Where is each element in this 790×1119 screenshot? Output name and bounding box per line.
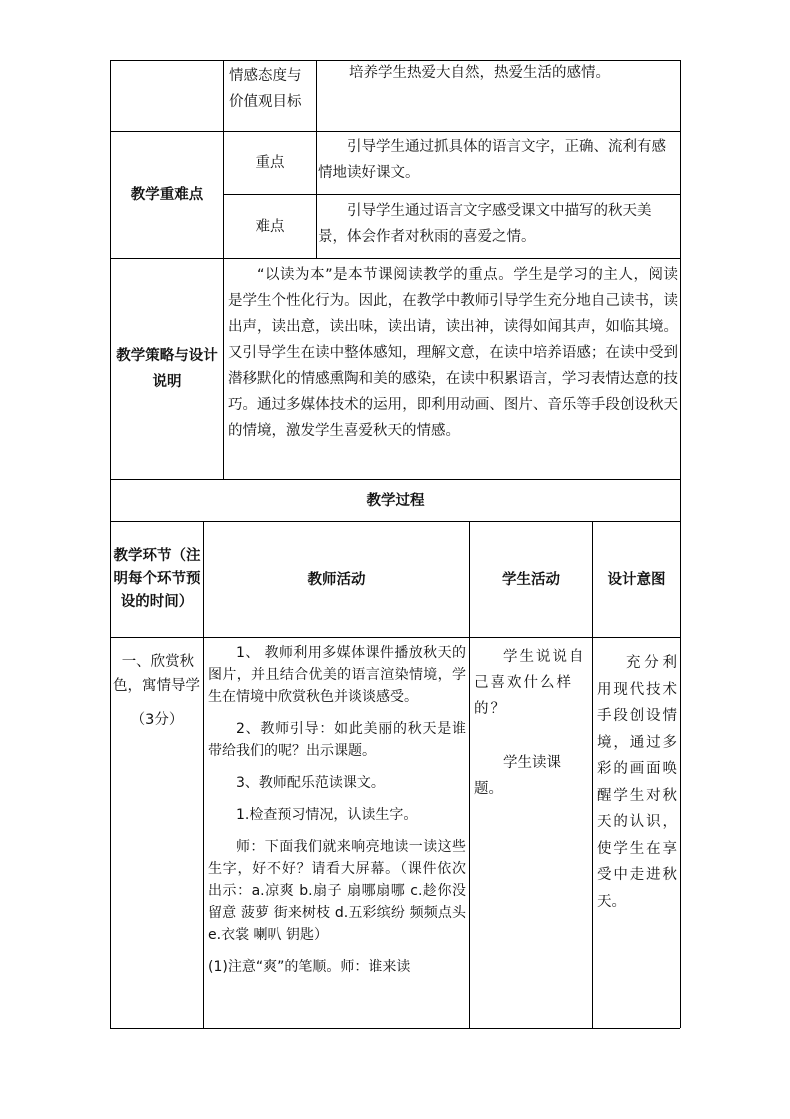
process-title: 教学过程 [366,492,425,509]
focus-label: 重点 [255,155,285,171]
difficulty-label: 难点 [255,218,285,235]
col-divider [316,60,317,258]
stage-1-name: 一、欣赏秋色，寓情导学 [113,654,200,694]
emotion-objective-label: 情感态度与价值观目标 [229,68,302,110]
stage-1-time: （3分） [130,712,184,728]
teacher-step: 3、教师配乐范读课文。 [236,775,385,791]
strategy-label: 教学策略与设计说明 [116,348,218,390]
header-student-activity: 学生活动 [502,571,560,588]
col-divider [223,60,224,479]
header-teacher-activity: 教师活动 [307,571,366,588]
student-activity-cell [474,644,588,1024]
teacher-step: 2、教师引导：如此美丽的秋天是谁带给我们的呢？出示课题。 [208,721,466,759]
teacher-step: 1.检查预习情况，认读生字。 [236,807,418,823]
student-step: 学生读课题。 [474,755,561,797]
teacher-activity-cell [208,642,466,1028]
row-divider [110,637,680,638]
header-stage: 教学环节（注明每个环节预设的时间） [113,548,201,610]
table-border-bottom [110,1028,680,1029]
key-points-label: 教学重难点 [130,187,204,203]
teacher-step: (1)注意“爽”的笔顺。师：谁来读 [208,959,411,975]
student-step: 学生说说自己喜欢什么样的？ [474,649,586,717]
stage-1-cell [113,650,201,1020]
difficulty-text: 引导学生通过语言文字感受课文中描写的秋天美景，体会作者对秋雨的喜爱之情。 [318,203,652,245]
emotion-objective-text: 培养学生热爱大自然，热爱生活的感情。 [349,65,610,81]
table-border-right [680,60,681,1028]
teacher-step: 师：下面我们就来响亮地读一读这些生字，好不好？请看大屏幕。（课件依次出示：a.凉爽 b.扇子 扇哪扇哪 c.趁你没留意 菠萝 街来树枝 d.五彩缤纷 频频点头 e.衣裳 喇叭 钥匙） [208,839,466,943]
focus-text: 引导学生通过抓具体的语言文字，正确、流利有感情地读好课文。 [318,139,666,181]
header-design-intent: 设计意图 [607,571,666,588]
teacher-step: 1、 教师利用多媒体课件播放秋天的图片，并且结合优美的语言渲染情境，学生在情境中欣赏秋色并谈谈感受。 [208,645,466,705]
design-intent-cell: 充分利用现代技术手段创设情境，通过多彩的画面唤醒学生对秋天的认识，使学生在享受中走进秋天。 [597,655,677,910]
strategy-text: “以读为本”是本节课阅读教学的重点。学生是学习的主人，阅读是学生个性化行为。因此，在教学中教师引导学生充分地自己读书，读出声，读出意，读出味，读出请，读出神，读得如闻其声，如临其境。又引导学生在读中整体感知，理解文意，在读中培养语感；在读中受到潜移默化的情感熏陶和美的感染，在读中积累语言，学习表情达意的技巧。通过多媒体技术的运用，即利用动画、图片、音乐等手段创设秋天的情境，激发学生喜爱秋天的情感。 [228,267,678,439]
